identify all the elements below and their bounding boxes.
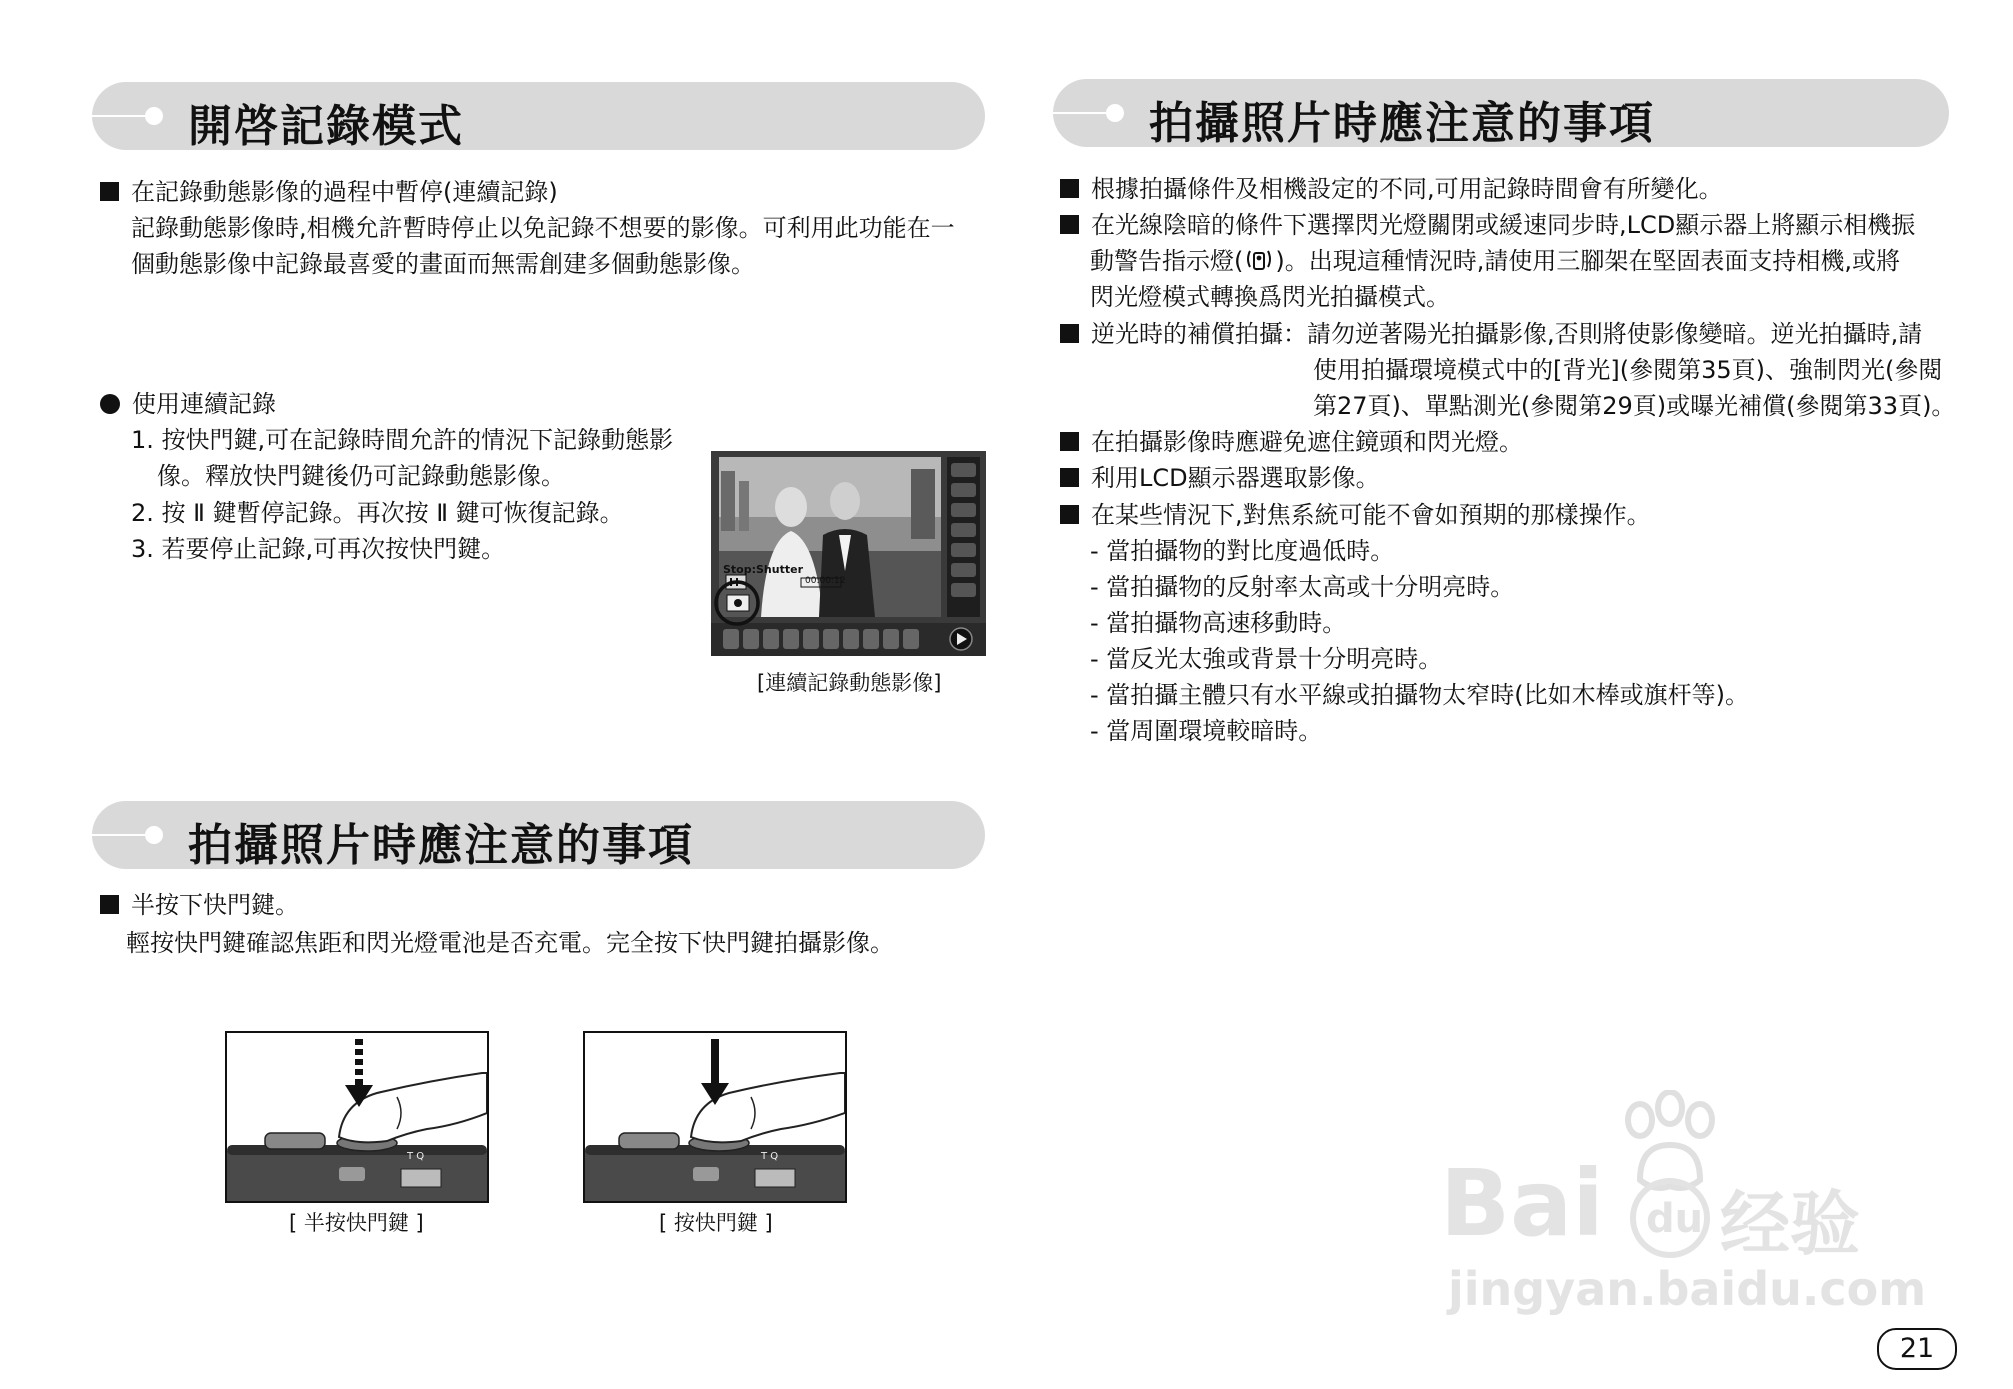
- square-bullet-icon: [1060, 215, 1079, 234]
- banner-line: [1053, 112, 1108, 114]
- note-5: 利用LCD顯示器選取影像。: [1060, 460, 1380, 496]
- step-2: 2. 按 Ⅱ 鍵暫停記錄。再次按 Ⅱ 鍵可恢復記錄。: [131, 499, 624, 527]
- note-3-cont: 使用拍攝環境模式中的[背光](參閱第35頁)、強制閃光(參閱: [1313, 356, 1943, 384]
- camera-lcd-screen: [711, 451, 986, 656]
- section-banner-recording-mode: [92, 82, 985, 150]
- full-press-caption: [ 按快門鍵 ]: [659, 1211, 773, 1235]
- usage-heading: 使用連續記錄: [100, 386, 276, 422]
- step-3: 3. 若要停止記錄,可再次按快門鍵。: [131, 535, 506, 563]
- sub-item: - 當拍攝物高速移動時。: [1090, 609, 1347, 637]
- note-6: 在某些情況下,對焦系統可能不會如預期的那樣操作。: [1060, 497, 1651, 533]
- half-press-caption: [ 半按快門鍵 ]: [289, 1211, 424, 1235]
- note-3-cont: 第27頁)、單點測光(參閱第29頁)或曝光補償(參閱第33頁)。: [1313, 392, 1956, 420]
- note-2-cont: 動警告指示燈( )。出現這種情況時,請使用三腳架在堅固表面支持相機,或將: [1090, 247, 1900, 275]
- screen-overlay-text: Stop:Shutter: [723, 563, 803, 576]
- body-text: 記錄動態影像時,相機允許暫時停止以免記錄不想要的影像。可利用此功能在一: [131, 214, 955, 242]
- banner-dot: [145, 107, 163, 125]
- sub-item: - 當反光太強或背景十分明亮時。: [1090, 645, 1443, 673]
- half-press-shutter-illustration: [227, 1033, 487, 1201]
- section-title: 開啓記錄模式: [188, 101, 464, 152]
- square-bullet-icon: [1060, 468, 1079, 487]
- square-bullet-icon: [1060, 179, 1079, 198]
- round-bullet-icon: [100, 394, 120, 414]
- section-banner-shooting-notes: [92, 801, 985, 869]
- watermark-du-circle: [1630, 1178, 1710, 1258]
- step-1: 1. 按快門鍵,可在記錄時間允許的情況下記錄動態影: [131, 426, 674, 454]
- body-text: 個動態影像中記錄最喜愛的畫面而無需創建多個動態影像。: [131, 250, 755, 278]
- watermark-url: jingyan.baidu.com: [1448, 1262, 1927, 1316]
- body-text: 輕按快門鍵確認焦距和閃光燈電池是否充電。完全按下快門鍵拍攝影像。: [126, 929, 894, 957]
- sub-item: - 當拍攝物的反射率太高或十分明亮時。: [1090, 573, 1515, 601]
- full-press-shutter-illustration: [585, 1033, 845, 1201]
- note-3: 逆光時的補償拍攝：請勿逆著陽光拍攝影像,否則將使影像變暗。逆光拍攝時,請: [1060, 316, 1922, 352]
- banner-dot: [1106, 104, 1124, 122]
- note-1: 根據拍攝條件及相機設定的不同,可用記錄時間會有所變化。: [1060, 171, 1723, 207]
- watermark-brand: Bai: [1440, 1150, 1604, 1257]
- note-2-cont: 閃光燈模式轉換爲閃光拍攝模式。: [1090, 283, 1450, 311]
- watermark-du: du: [1646, 1196, 1704, 1242]
- square-bullet-icon: [1060, 505, 1079, 524]
- bullet-heading: 半按下快門鍵。: [100, 887, 299, 923]
- screen-time-display: 00:00:12: [805, 576, 846, 586]
- full-press-figure: [583, 1031, 847, 1203]
- half-press-figure: [225, 1031, 489, 1203]
- sub-item: - 當周圍環境較暗時。: [1090, 717, 1323, 745]
- wedding-photo-illustration: [711, 451, 986, 656]
- section-title: 拍攝照片時應注意的事項: [1149, 98, 1655, 149]
- square-bullet-icon: [1060, 324, 1079, 343]
- banner-line: [92, 834, 147, 836]
- square-bullet-icon: [100, 182, 119, 201]
- banner-dot: [145, 826, 163, 844]
- bullet-heading: 在記錄動態影像的過程中暫停(連續記錄): [100, 174, 558, 210]
- step-1-cont: 像。釋放快門鍵後仍可記錄動態影像。: [157, 462, 565, 490]
- banner-line: [92, 115, 147, 117]
- baidu-watermark: [1440, 1090, 1927, 1320]
- section-title: 拍攝照片時應注意的事項: [188, 820, 694, 871]
- screen-caption: [連續記錄動態影像]: [757, 671, 942, 695]
- mode-dial-label: T Q: [761, 1151, 779, 1162]
- square-bullet-icon: [100, 895, 119, 914]
- sub-item: - 當拍攝物的對比度過低時。: [1090, 537, 1395, 565]
- page-number: 21: [1877, 1328, 1957, 1370]
- sub-item: - 當拍攝主體只有水平線或拍攝物太窄時(比如木棒或旗杆等)。: [1090, 681, 1750, 709]
- note-4: 在拍攝影像時應避免遮住鏡頭和閃光燈。: [1060, 424, 1523, 460]
- camera-shake-icon: [1243, 247, 1275, 273]
- section-banner-shooting-notes-right: [1053, 79, 1949, 147]
- mode-dial-label: T Q: [407, 1151, 425, 1162]
- square-bullet-icon: [1060, 432, 1079, 451]
- watermark-jingyan: 经验: [1720, 1183, 1860, 1265]
- note-2: 在光線陰暗的條件下選擇閃光燈關閉或緩速同步時,LCD顯示器上將顯示相機振: [1060, 207, 1915, 243]
